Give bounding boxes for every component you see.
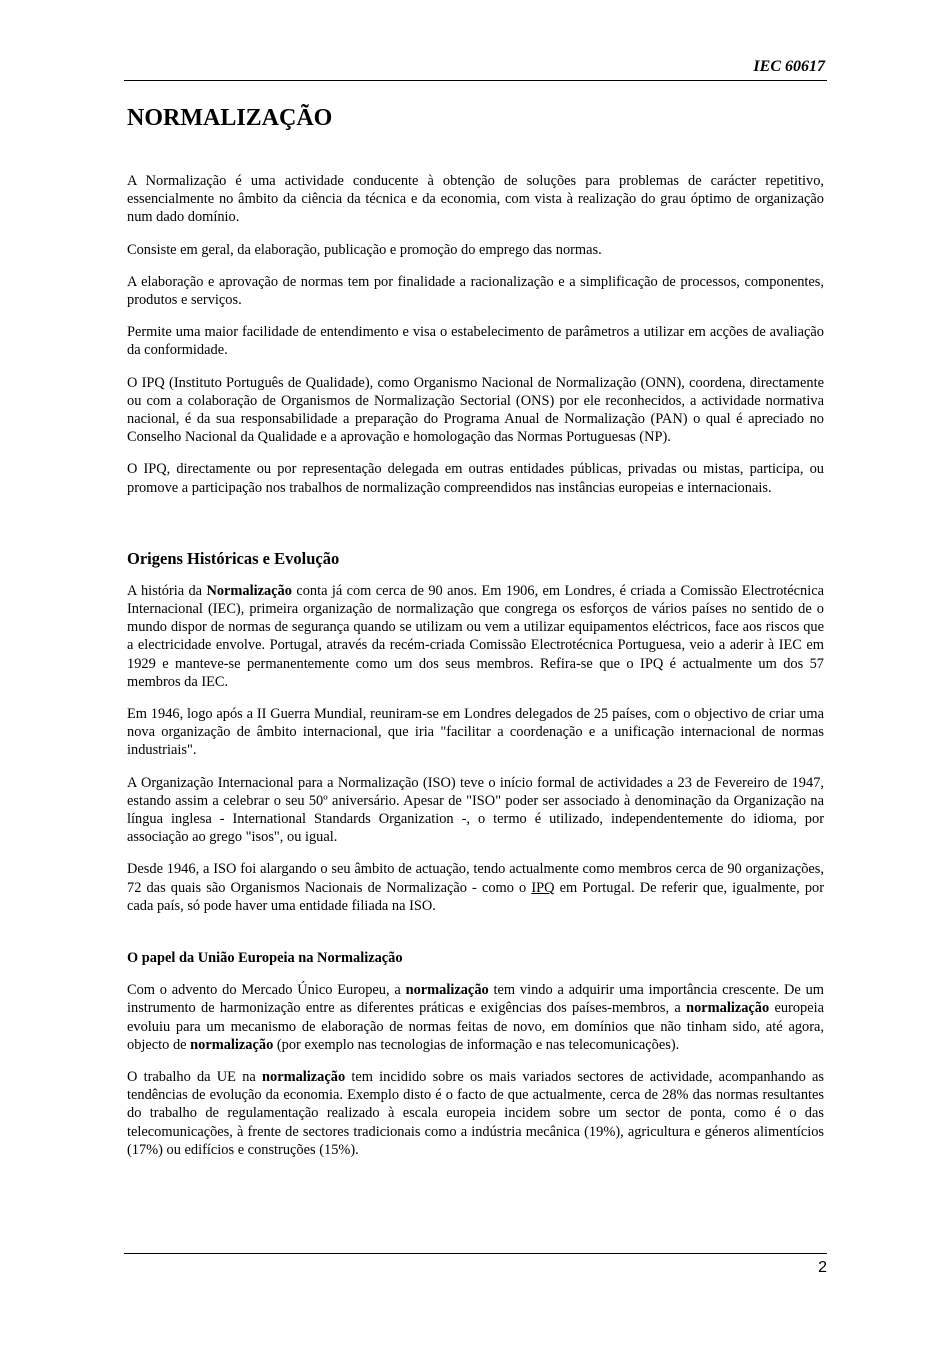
header-document-code: IEC 60617 <box>753 58 825 75</box>
page-number: 2 <box>818 1259 827 1276</box>
history-p4-text-a: Desde 1946, a ISO foi alargando o seu âmbito de actuação, tendo actualmente como membros cerca de 90 organizações, 72 das quais são Organismos Nacionais de Normalização - como o <box>127 861 824 896</box>
eu-p2-text-a: O trabalho da UE na <box>127 1068 263 1085</box>
eu-heading: O papel da União Europeia na Normalização <box>127 950 403 967</box>
intro-paragraph-2: Consiste em geral, da elaboração, publicação e promoção do emprego das normas. <box>127 241 602 258</box>
eu-p1-text-d: (por exemplo nas tecnologias de informação e nas telecomunicações). <box>273 1036 680 1053</box>
intro-paragraph-5: O IPQ (Instituto Português de Qualidade), como Organismo Nacional de Normalização (ONN), coordena, directamente ou com a colaboração de Organismos de Normalização Sectorial (ONS) por ele reconhecidos, a actividade normativa nacional, é da sua responsabilidade a preparação do Programa Anual de Normalização (PAN) o qual é apreciado no Conselho Nacional da Qualidade e a aprovação e homologação das Normas Portuguesas (NP). <box>127 374 824 446</box>
eu-p1-text-a: Com o advento do Mercado Único Europeu, a <box>127 982 406 999</box>
ipq-link[interactable]: IPQ <box>531 879 555 896</box>
eu-p1-text-c: europeia evoluiu para um mecanismo de elaboração de normas feitas de novo, em domínios que não tinham sido, até agora, objecto de <box>127 1000 825 1053</box>
eu-p1-bold-c: normalização <box>190 1036 274 1053</box>
history-p1-bold: Normalização <box>206 582 292 599</box>
eu-p2-text-b: tem incidido sobre os mais variados sectores de actividade, acompanhando as tendências de evolução da economia. Exemplo disto é o facto de que actualmente, cerca de 28% das normas resultantes do trabalho de regulamentação realizado à escala europeia incidem sobre um sector de ponta, como é o das telecomunicações, à frente de sectores tradicionais como a indústria mecânica (19%), agricultura e géneros alimentícios (17%) ou edifícios e construções (15%). <box>127 1068 824 1158</box>
eu-p2-bold: normalização <box>262 1068 346 1085</box>
eu-paragraph-2 <box>127 1068 824 1159</box>
eu-p1-bold-a: normalização <box>405 982 489 999</box>
history-p1-text-b: conta já com cerca de 90 anos. Em 1906, em Londres, é criada a Comissão Electrotécnica Internacional (IEC), primeira organização de normalização que congrega os esforços de vários países no sentido de o mundo dispor de normas de segurança quando se utilizam ou vem a utilizar equipamentos eléctricos, face aos riscos que a electricidade envolve. Portugal, através da recém-criada Comissão Electrotécnica Portuguesa, veio a aderir à IEC em 1929 e manteve-se permanentemente como um dos seus membros. Refira-se que o IPQ é actualmente um dos 57 membros da IEC. <box>127 582 825 690</box>
history-p1-text-a: A história da <box>127 582 207 599</box>
eu-p1-bold-b: normalização <box>686 1000 770 1017</box>
history-paragraph-3: A Organização Internacional para a Normalização (ISO) teve o início formal de actividades a 23 de Fevereiro de 1947, estando assim a celebrar o seu 50º aniversário. Apesar de "ISO" poder ser associado à denominação da Organização na língua inglesa - International Standards Organization -, o termo é utilizado, independentemente do idioma, por associação ao grego "isos", ou igual. <box>127 774 824 846</box>
intro-paragraph-3: A elaboração e aprovação de normas tem por finalidade a racionalização e a simplificação de processos, componentes, produtos e serviços. <box>127 273 824 309</box>
page-content <box>127 103 824 1173</box>
history-paragraph-4 <box>127 860 824 915</box>
history-paragraph-1 <box>127 582 824 691</box>
intro-paragraph-1: A Normalização é uma actividade conducente à obtenção de soluções para problemas de carácter repetitivo, essencialmente no âmbito da ciência da técnica e da economia, com vista à realização do grau óptimo de organização num dado domínio. <box>127 173 824 226</box>
history-p4-text-b: em Portugal. De referir que, igualmente, por cada país, só pode haver uma entidade filiada na ISO. <box>127 879 824 914</box>
history-paragraph-2: Em 1946, logo após a II Guerra Mundial, reuniram-se em Londres delegados de 25 países, com o objectivo de criar uma nova organização de âmbito internacional, que iria "facilitar a coordenação e a unificação internacional de normas industriais". <box>127 706 824 759</box>
intro-paragraph-4: Permite uma maior facilidade de entendimento e visa o estabelecimento de parâmetros a utilizar em acções de avaliação da conformidade. <box>127 324 824 359</box>
eu-p1-text-b: tem vindo a adquirir uma importância crescente. De um instrumento de harmonização entre as diferentes práticas e exigências dos países-membros, a <box>127 982 825 1017</box>
page-title: NORMALIZAÇÃO <box>127 105 333 131</box>
header-rule <box>124 80 827 81</box>
eu-paragraph-1 <box>127 981 824 1054</box>
intro-paragraph-6: O IPQ, directamente ou por representação delegada em outras entidades públicas, privadas ou mistas, participa, ou promove a participação nos trabalhos de normalização compreendidos nas instâncias europeias e internacionais. <box>127 461 824 496</box>
history-heading: Origens Históricas e Evolução <box>127 548 340 568</box>
footer-rule <box>124 1253 827 1254</box>
